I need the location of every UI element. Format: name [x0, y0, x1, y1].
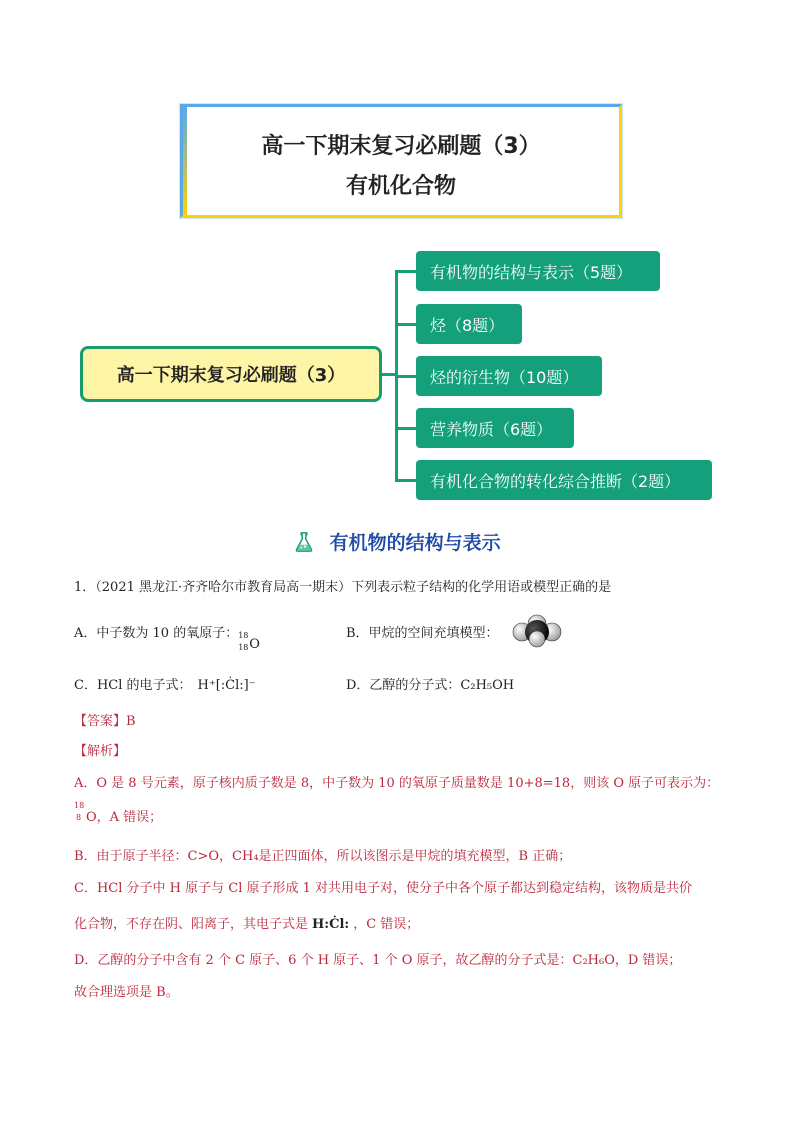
option-c [74, 674, 256, 693]
analysis-c-formula: H:Ċl: [312, 917, 350, 932]
mindmap-connector-branch [395, 479, 417, 482]
option-b-text: B．甲烷的空间充填模型： [346, 626, 499, 641]
analysis-tag: 【解析】 [74, 744, 127, 759]
analysis-a-rest: O，A 错误； [86, 810, 163, 825]
section-title: 有机物的结构与表示 [329, 532, 501, 554]
section-heading [0, 528, 794, 555]
analysis-d-line: D．乙醇的分子中含有 2 个 C 原子、6 个 H 原子、1 个 O 原子，故乙醇的分子式是：C₂H₆O，D 错误； [74, 953, 682, 968]
answer-value: B [126, 714, 136, 729]
mindmap-connector-branch [395, 375, 417, 378]
mindmap-branch-nutrients: 营养物质（6题） [416, 408, 574, 448]
mindmap-connector-branch [395, 323, 417, 326]
option-a-mass: 18 [238, 631, 249, 640]
title-box [180, 104, 622, 218]
mindmap-branch-hydrocarbon: 烃（8题） [416, 304, 522, 344]
analysis-c-line2 [74, 913, 419, 932]
analysis-a-mass: 18 [74, 801, 85, 810]
analysis-a-isotope [74, 801, 86, 822]
mindmap-connector-branch [395, 427, 417, 430]
option-a [74, 622, 264, 652]
title-line2: 有机化合物 [345, 174, 456, 199]
option-c-formula: H⁺[:Ċl:]⁻ [197, 678, 256, 693]
analysis-b-line: B．由于原子半径：C>O，CH₄是正四面体，所以该图示是甲烷的填充模型，B 正确； [74, 849, 572, 864]
analysis-a-line1: A．O 是 8 号元素，原子核内质子数是 8，中子数为 10 的氧原子质量数是 10+8=18，则该 O 原子可表示为： [74, 776, 720, 791]
answer-tag: 【答案】 [74, 714, 127, 729]
mindmap-connector-branch [395, 270, 417, 273]
option-a-number: 18 [238, 643, 249, 652]
analysis-a-line2 [74, 801, 163, 825]
analysis-c-line1: C．HCl 分子中 H 原子与 Cl 原子形成 1 对共用电子对，使分子中各个原子都达到稳定结构，该物质是共价 [74, 881, 693, 896]
mindmap-root: 高一下期末复习必刷题（3） [80, 346, 382, 402]
analysis-c-post: ，C 错误； [353, 917, 420, 932]
analysis-c-text: 化合物，不存在阴、阳离子，其电子式是 [74, 917, 309, 932]
mindmap-branch-derivatives: 烃的衍生物（10题） [416, 356, 602, 396]
answer-line [74, 710, 136, 729]
mindmap-branch-structure: 有机物的结构与表示（5题） [416, 251, 660, 291]
mindmap-connector-main [382, 373, 396, 376]
option-b [346, 622, 499, 641]
option-a-text: A．中子数为 10 的氧原子： [74, 626, 239, 641]
option-c-text: C．HCl 的电子式： [74, 678, 192, 693]
question-stem: 1．（2021 黑龙江·齐齐哈尔市教育局高一期末）下列表示粒子结构的化学用语或模型正确的是 [74, 580, 612, 595]
methane-model-image [512, 612, 562, 648]
mindmap-branch-synthesis: 有机化合物的转化综合推断（2题） [416, 460, 712, 500]
title-line1: 高一下期末复习必刷题（3） [261, 134, 541, 159]
option-d: D．乙醇的分子式：C₂H₅OH [346, 678, 515, 693]
option-a-symbol: O [249, 637, 260, 652]
analysis-conclusion: 故合理选项是 B。 [74, 985, 179, 1000]
analysis-a-number: 8 [76, 813, 82, 822]
flask-icon [293, 533, 321, 554]
